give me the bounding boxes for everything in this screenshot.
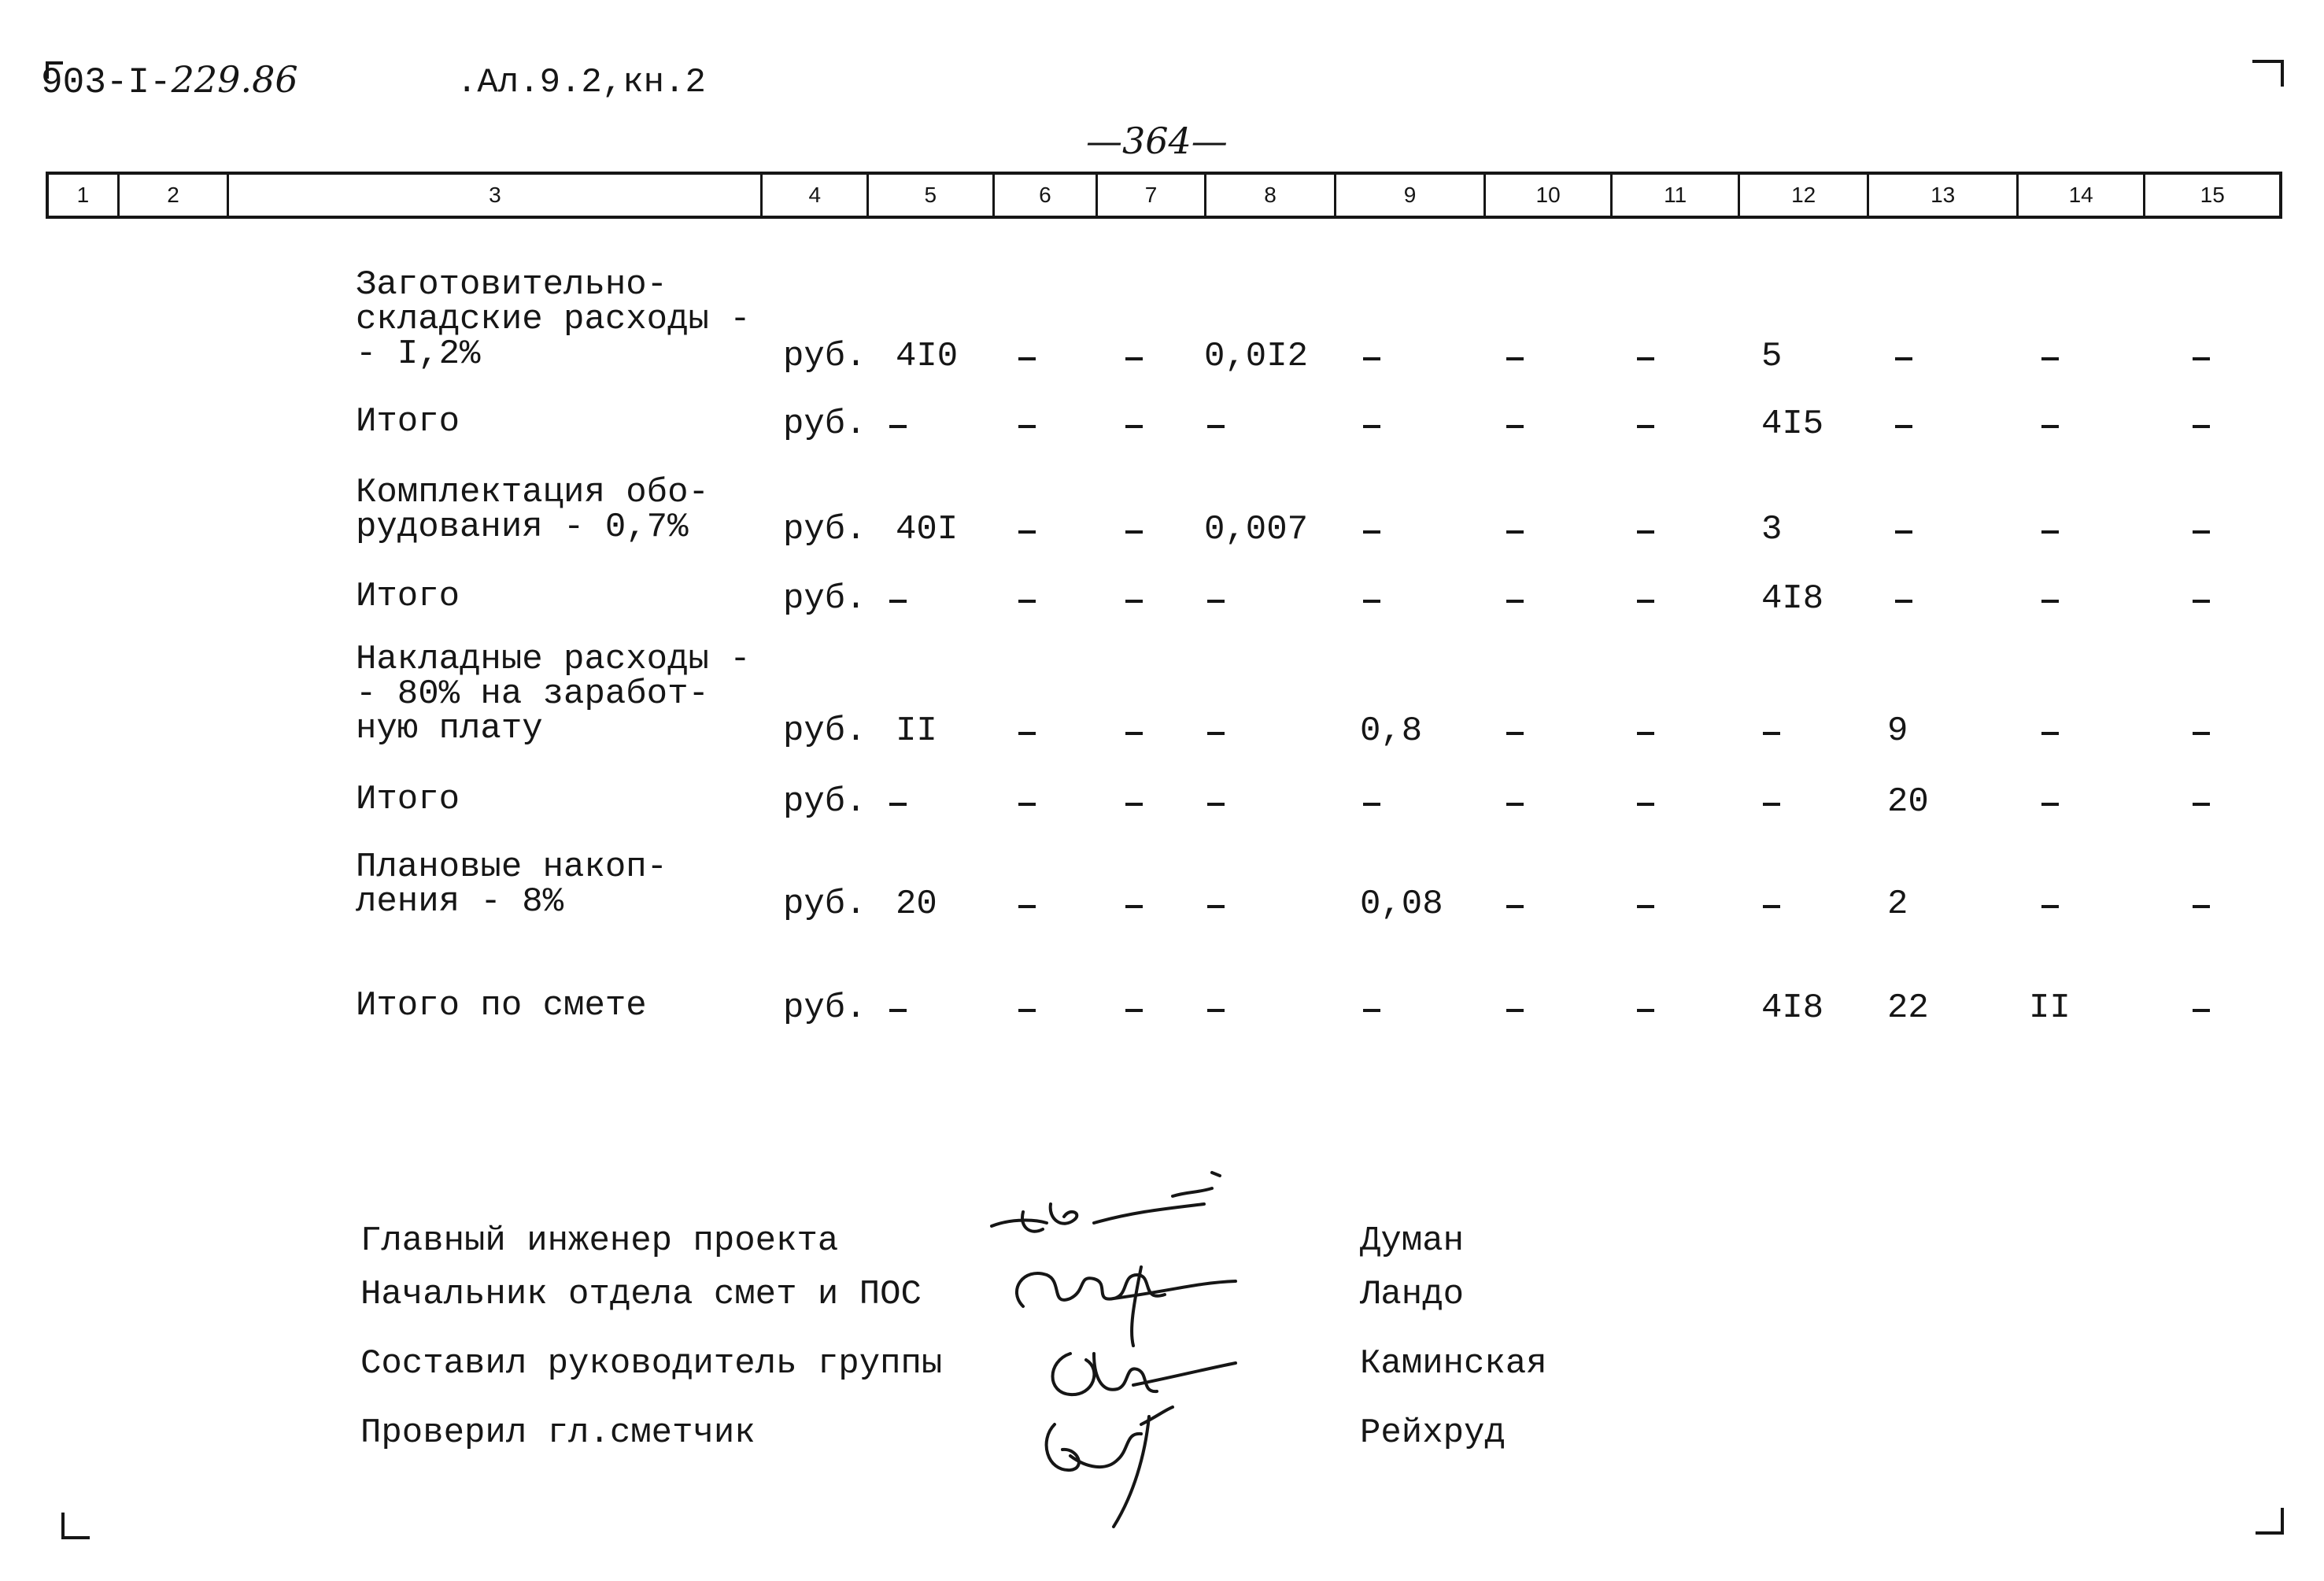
cell-c5: II: [896, 711, 937, 751]
row-description: Итого: [356, 780, 460, 819]
cell-dash-c11: [1637, 905, 1654, 908]
cell-dash-c6: [1018, 1009, 1036, 1012]
cell-dash-c14: [2041, 803, 2059, 806]
cell-dash-c11: [1637, 530, 1654, 534]
cell-dash-c7: [1125, 357, 1143, 360]
cell-dash-c9: [1363, 530, 1380, 534]
cell-dash-c14: [2041, 357, 2059, 360]
cell-c8: 0,007: [1204, 510, 1309, 549]
cell-dash-c8: [1207, 905, 1225, 908]
cell-dash-c9: [1363, 600, 1380, 603]
signatory-title: Начальник отдела смет и ПОС: [360, 1275, 922, 1314]
cell-dash-c14: [2041, 530, 2059, 534]
row-description: Накладные расходы - - 80% на заработ- ную плату: [356, 640, 751, 748]
cell-dash-c9: [1363, 803, 1380, 806]
cell-dash-c12: [1763, 732, 1780, 735]
cell-dash-c5: [889, 425, 907, 428]
cell-dash-c13: [1895, 425, 1912, 428]
cell-dash-c7: [1125, 732, 1143, 735]
cell-dash-c15: [2193, 905, 2210, 908]
column-number-15: 15: [2200, 183, 2225, 207]
cell-dash-c11: [1637, 425, 1654, 428]
cell-dash-c11: [1637, 732, 1654, 735]
cell-dash-c7: [1125, 600, 1143, 603]
cell-dash-c5: [889, 803, 907, 806]
column-number-6: 6: [995, 175, 1099, 216]
corner-mark-bottom-right: [2256, 1508, 2284, 1535]
cell-dash-c15: [2193, 425, 2210, 428]
column-number-10: 10: [1486, 175, 1613, 216]
cell-c12: 3: [1761, 510, 1783, 549]
cell-c12: 5: [1761, 337, 1783, 376]
signatory-name: Думан: [1360, 1221, 1465, 1261]
signatory-name: Ландо: [1360, 1275, 1465, 1314]
cell-dash-c7: [1125, 1009, 1143, 1012]
cell-dash-c6: [1018, 732, 1036, 735]
row-description: Заготовительно- складские расходы - - I,2%: [356, 265, 751, 374]
cell-dash-c15: [2193, 803, 2210, 806]
cell-c9: 0,08: [1360, 885, 1443, 924]
column-number-7: 7: [1098, 175, 1206, 216]
cell-c8: 0,0I2: [1204, 337, 1309, 376]
corner-mark-top-right: [2252, 60, 2284, 87]
cell-dash-c15: [2193, 530, 2210, 534]
row-unit: руб.: [783, 711, 866, 751]
row-unit: руб.: [783, 404, 866, 444]
cell-dash-c11: [1637, 357, 1654, 360]
document-code-handwritten: 229.86: [171, 58, 298, 101]
cell-dash-c5: [889, 1009, 907, 1012]
row-unit: руб.: [783, 885, 866, 924]
cell-dash-c12: [1763, 905, 1780, 908]
cell-dash-c8: [1207, 425, 1225, 428]
cell-dash-c14: [2041, 600, 2059, 603]
cell-dash-c8: [1207, 732, 1225, 735]
column-number-8: 8: [1206, 175, 1337, 216]
cell-dash-c9: [1363, 357, 1380, 360]
cell-dash-c11: [1637, 1009, 1654, 1012]
cell-dash-c8: [1207, 803, 1225, 806]
cell-dash-c7: [1125, 425, 1143, 428]
cell-c5: 40I: [896, 510, 959, 549]
page-number: —364—: [1086, 120, 1228, 162]
cell-c12: 4I8: [1761, 579, 1824, 619]
cell-dash-c6: [1018, 600, 1036, 603]
row-unit: руб.: [783, 782, 866, 822]
column-number-14: 14: [2019, 175, 2146, 216]
cell-dash-c13: [1895, 530, 1912, 534]
column-number-12: 12: [1740, 175, 1870, 216]
column-number-2: 2: [120, 175, 230, 216]
column-number-11: 11: [1613, 175, 1740, 216]
cell-dash-c11: [1637, 600, 1654, 603]
cell-dash-c11: [1637, 803, 1654, 806]
cell-dash-c7: [1125, 803, 1143, 806]
cell-c13: 9: [1887, 711, 1908, 751]
document-code: [41, 58, 298, 103]
cell-dash-c9: [1363, 425, 1380, 428]
cell-dash-c10: [1506, 732, 1524, 735]
column-number-header: [46, 172, 2282, 219]
cell-dash-c7: [1125, 530, 1143, 534]
cell-dash-c6: [1018, 357, 1036, 360]
cell-dash-c13: [1895, 600, 1912, 603]
cell-dash-c10: [1506, 905, 1524, 908]
row-description: Итого по смете: [356, 986, 647, 1025]
cell-dash-c15: [2193, 1009, 2210, 1012]
cell-dash-c6: [1018, 803, 1036, 806]
handwritten-signatures: [976, 1157, 1322, 1535]
signatory-name: Каминская: [1360, 1344, 1547, 1383]
column-number-5: 5: [869, 175, 995, 216]
cell-dash-c5: [889, 600, 907, 603]
cell-c5: 4I0: [896, 337, 959, 376]
corner-mark-bottom-left: [61, 1513, 90, 1539]
signatory-name: Рейхруд: [1360, 1413, 1506, 1453]
document-code-prefix: 903-I-: [41, 62, 172, 103]
cell-dash-c13: [1895, 357, 1912, 360]
cell-c14: II: [2029, 988, 2071, 1028]
column-number-13: 13: [1869, 175, 2018, 216]
signatory-title: Составил руководитель группы: [360, 1344, 943, 1383]
cell-dash-c6: [1018, 905, 1036, 908]
cell-dash-c15: [2193, 600, 2210, 603]
cell-c13: 20: [1887, 782, 1929, 822]
row-description: Плановые накоп- ления - 8%: [356, 848, 668, 922]
cell-dash-c10: [1506, 803, 1524, 806]
cell-c12: 4I5: [1761, 404, 1824, 444]
column-number-1: 1: [49, 175, 120, 216]
row-description: Итого: [356, 402, 460, 441]
cell-dash-c15: [2193, 357, 2210, 360]
cell-c13: 2: [1887, 885, 1908, 924]
cell-dash-c12: [1763, 803, 1780, 806]
cell-dash-c10: [1506, 600, 1524, 603]
cell-dash-c10: [1506, 1009, 1524, 1012]
cell-dash-c6: [1018, 530, 1036, 534]
cell-dash-c9: [1363, 1009, 1380, 1012]
row-unit: руб.: [783, 988, 866, 1028]
column-number-9: 9: [1336, 175, 1485, 216]
signatory-title: Главный инженер проекта: [360, 1221, 839, 1261]
cell-dash-c7: [1125, 905, 1143, 908]
row-unit: руб.: [783, 510, 866, 549]
cell-dash-c10: [1506, 357, 1524, 360]
album-reference: .Ал.9.2,кн.2: [456, 63, 706, 102]
cell-dash-c8: [1207, 600, 1225, 603]
row-description: Комплектация обо- рудования - 0,7%: [356, 473, 709, 547]
cell-dash-c14: [2041, 732, 2059, 735]
column-number-3: 3: [229, 175, 763, 216]
cell-dash-c10: [1506, 425, 1524, 428]
cell-c9: 0,8: [1360, 711, 1423, 751]
row-description: Итого: [356, 577, 460, 616]
cell-dash-c14: [2041, 905, 2059, 908]
cell-c13: 22: [1887, 988, 1929, 1028]
cell-dash-c10: [1506, 530, 1524, 534]
cell-dash-c6: [1018, 425, 1036, 428]
row-unit: руб.: [783, 579, 866, 619]
cell-dash-c15: [2193, 732, 2210, 735]
row-unit: руб.: [783, 337, 866, 376]
column-number-4: 4: [763, 175, 869, 216]
signatory-title: Проверил гл.сметчик: [360, 1413, 756, 1453]
cell-dash-c14: [2041, 425, 2059, 428]
cell-dash-c8: [1207, 1009, 1225, 1012]
cell-c5: 20: [896, 885, 937, 924]
cell-c12: 4I8: [1761, 988, 1824, 1028]
